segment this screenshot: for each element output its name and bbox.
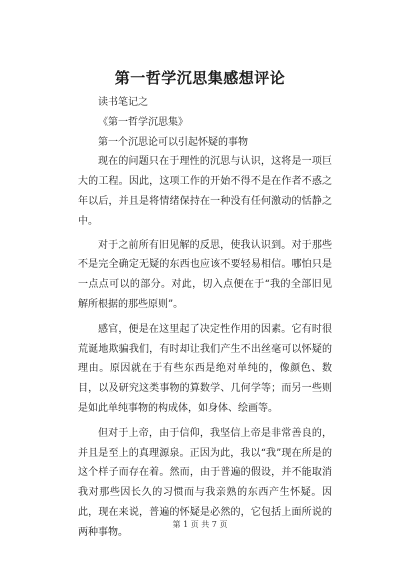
- paragraph: 对于之前所有旧见解的反思，使我认识到。对于那些不是完全确定无疑的东西也应该不要轻易相信。哪怕只是一点点可以的部分。对此，切入点便在于“我的全部旧见解所根据的那些原则”。: [78, 239, 332, 310]
- paragraph: 第一个沉思论可以引起怀疑的事物: [98, 136, 248, 148]
- paragraph: 《第一哲学沉思集》: [98, 116, 188, 128]
- paragraph: 但对于上帝，由于信仰，我坚信上帝是非常善良的，并且是至上的真理源泉。正因为此，我以“我”现在所是的这个样子而存在着。然而，由于普遍的假设，并不能取消我对那些因长久的习惯而与我亲熟的东西产生怀疑。因此，现在来说，普遍的怀疑是必然的，它包括上面所说的两种事物。: [78, 427, 332, 538]
- document-body: [78, 93, 332, 543]
- document-title: 第一哲学沉思集感想评论: [114, 69, 286, 87]
- page-footer: 第 1 页 共 7 页: [172, 520, 228, 529]
- paragraph: 读书笔记之: [98, 97, 148, 108]
- paragraph: 感官，便是在这里起了决定性作用的因素。它有时很荒诞地欺骗我们，有时却让我们产生不出丝毫可以怀疑的理由。原因就在于有些东西是绝对单纯的，像颜色、数目，以及研究这类事物的算数学、几何学等；而另一些则是如此单纯事物的构成体，如身体、绘画等。: [78, 323, 332, 414]
- paragraph: 现在的问题只在于理性的沉思与认识，这将是一项巨大的工程。因此，这项工作的开始不得不是在作者不惑之年以后，并且是将情绪保持在一种没有任何激动的恬静之中。: [78, 156, 332, 227]
